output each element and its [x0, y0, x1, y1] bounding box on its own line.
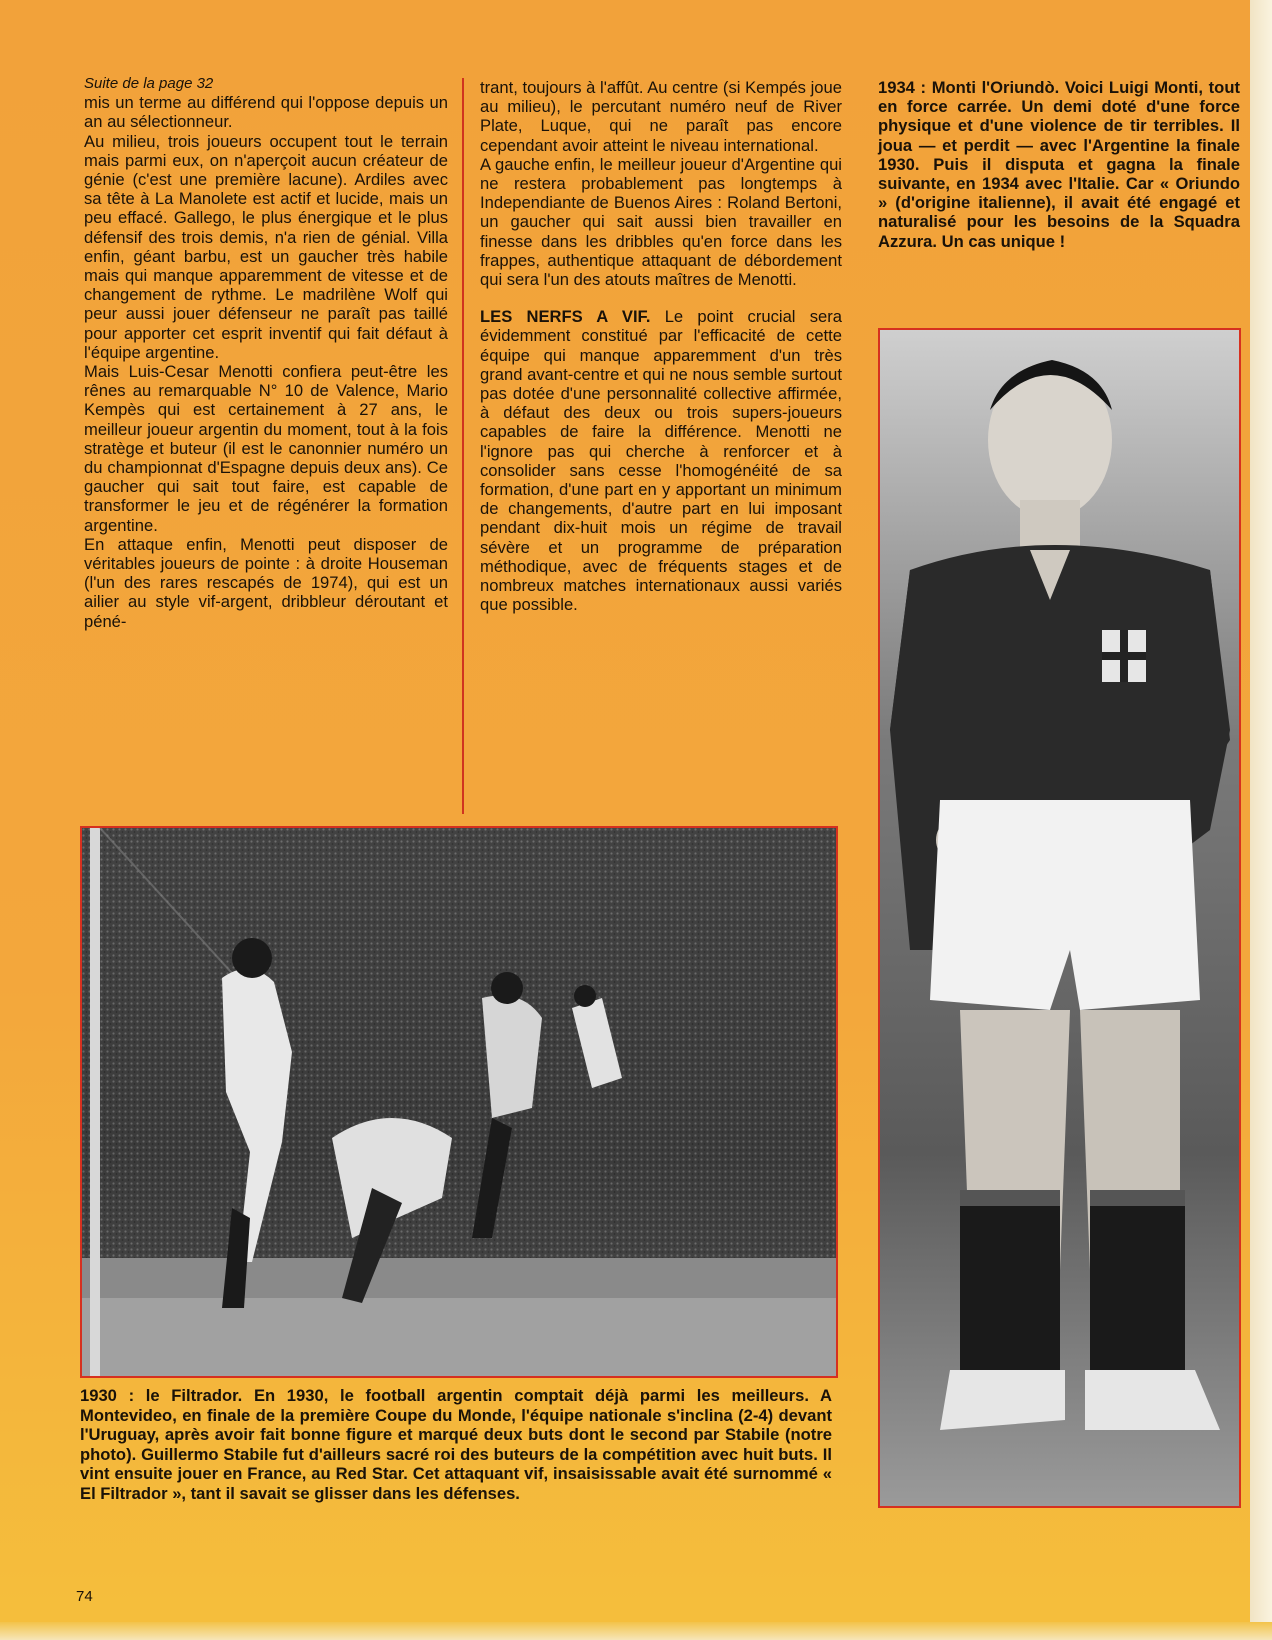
col1-paragraph-4: En attaque enfin, Menotti peut disposer de véritables joueurs de pointe : à droite Houseman (l'un des rares rescapés de 1974), qui est un ailier au style vif-argent, dribbleur déroutant et péné-	[84, 534, 448, 631]
match-photo-illustration	[82, 828, 836, 1376]
page-bottom-edge	[0, 1622, 1272, 1640]
section-paragraph	[480, 307, 842, 614]
page-number: 74	[76, 1588, 93, 1605]
col1-paragraph-1: mis un terme au différend qui l'oppose depuis un an au sélectionneur.	[84, 93, 448, 132]
column-1	[84, 74, 448, 631]
match-photo	[80, 826, 838, 1378]
section-text: Le point crucial sera évidemment constitué par l'efficacité de cette équipe qui manque apparemment d'un très grand avant-centre et qui ne nous semble surtout pas dotée d'une personnalité collective affirmée, à défaut des deux ou trois supers-joueurs capables de faire la différence. Menotti ne l'ignore pas qui cherche à renforcer et à consolider sans cesse l'homogénéité de sa formation, d'une part en y apportant un minimum de changements, d'autre part en lui imposant pendant dix-huit mois un régime de travail sévère et un programme de préparation méthodique, avec de fréquents stages et de nombreux matches internationaux aussi variés que possible.	[480, 307, 842, 615]
match-caption: 1930 : le Filtrador. En 1930, le football argentin comptait déjà parmi les meilleurs. A Montevideo, en finale de la première Coupe du Monde, l'équipe nationale s'inclina (2-4) devant l'Uruguay, après avoir fait bonne figure et marqué deux buts dont le second par Stabile (notre photo). Guillermo Stabile fut d'ailleurs sacré roi des buteurs de la compétition avec huit buts. Il vint ensuite jouer en France, au Red Star. Cet attaquant vif, insaisissable avait été surnommé « El Filtrador », tant il savait se glisser dans les défenses.	[80, 1386, 832, 1503]
page-edge	[1250, 0, 1272, 1640]
running-head: Suite de la page 32	[84, 75, 214, 92]
column-2	[480, 78, 842, 614]
monti-photo	[878, 328, 1241, 1508]
monti-photo-illustration	[880, 330, 1239, 1506]
col1-paragraph-2: Au milieu, trois joueurs occupent tout le terrain mais parmi eux, on n'aperçoit aucun créateur de génie (c'est une première lacune). Ardiles avec sa tête à La Manolete est actif et lucide, mais un peu effacé. Gallego, le plus énergique et le plus défensif des trois demis, n'a rien de génial. Villa enfin, géant barbu, est un gaucher très habile mais qui manque apparemment de vitesse et de changement de rythme. Le madrilène Wolf qui peur aussi jouer défenseur ne paraît pas taillé pour apporter cet esprit inventif qui fait défaut à l'équipe argentine.	[84, 131, 448, 362]
column-3	[878, 78, 1240, 251]
section-heading: LES NERFS A VIF.	[480, 307, 651, 327]
col2-paragraph-1: trant, toujours à l'affût. Au centre (si Kempés joue au milieu), le percutant numéro neuf de River Plate, Luque, qui ne paraît pas encore cependant avoir atteint le niveau international.	[480, 78, 842, 155]
column-divider-rule	[462, 78, 464, 814]
paragraph-gap	[480, 289, 842, 307]
col1-paragraph-3: Mais Luis-Cesar Menotti confiera peut-être les rênes au remarquable N° 10 de Valence, Mario Kempès qui est certainement à 27 ans, le meilleur joueur argentin du moment, tout à la fois stratège et buteur (il est le canonnier numéro un du championnat d'Espagne depuis deux ans). Ce gaucher qui sait tout faire, est capable de transformer le jeu et de régénérer la formation argentine.	[84, 362, 448, 535]
monti-caption: 1934 : Monti l'Oriundò. Voici Luigi Monti, tout en force carrée. Un demi doté d'une force physique et d'une violence de tir terribles. Il joua — et perdit — avec l'Argentine la finale 1930. Puis il disputa et gagna la finale suivante, en 1934 avec l'Italie. Car « Oriundo » (d'origine italienne), il avait été engagé et naturalisé pour les besoins de la Squadra Azzura. Un cas unique !	[878, 78, 1240, 251]
col2-paragraph-2: A gauche enfin, le meilleur joueur d'Argentine qui ne restera probablement pas longtemps à Independiante de Buenos Aires : Roland Bertoni, un gaucher qui sait aussi bien travailler en finesse dans les dribbles qu'en force dans les frappes, authentique attaquant de débordement qui sera l'un des atouts maîtres de Menotti.	[480, 154, 842, 290]
